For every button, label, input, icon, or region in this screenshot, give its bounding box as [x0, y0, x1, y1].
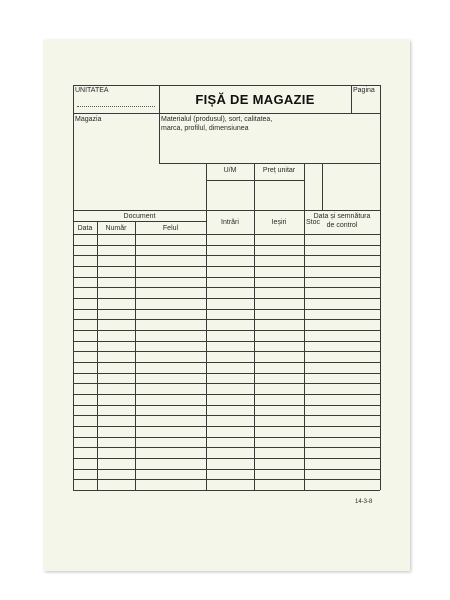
table-row-line: [73, 362, 380, 363]
table-row-line: [73, 245, 380, 246]
col-div-price: [254, 163, 255, 490]
header-bottom-line: [73, 113, 380, 114]
table-row-line: [73, 341, 380, 342]
table-row-line: [73, 351, 380, 352]
table-row-line: [73, 266, 380, 267]
table-row-line: [73, 287, 380, 288]
col-signature-label-line2: de control: [326, 222, 358, 229]
col-exits-label: Ieșiri: [271, 219, 287, 226]
table-row-line: [73, 255, 380, 256]
table-row-line: [73, 479, 380, 480]
info-bottom-line: [73, 210, 380, 211]
header-divider-right: [351, 85, 352, 113]
table-row-line: [73, 426, 380, 427]
col-div-number: [97, 221, 98, 490]
um-price-underline: [206, 180, 304, 181]
col-entries-label: Intrări: [221, 219, 239, 226]
col-div-um: [206, 163, 207, 490]
table-row-line: [73, 437, 380, 438]
table-row-line: [73, 309, 380, 310]
frame-top: [73, 85, 380, 86]
form-sheet: [44, 40, 410, 571]
material-label-line2: marca, profilul, dimensiunea: [161, 125, 249, 132]
table-row-line: [73, 319, 380, 320]
col-number-label: Număr: [105, 225, 127, 232]
col-stock-label: Stoc: [305, 219, 320, 226]
col-type-label: Felul: [162, 225, 179, 232]
um-label: U/M: [223, 167, 237, 174]
table-row-line: [73, 415, 380, 416]
frame-right: [380, 85, 381, 490]
table-row-line: [73, 383, 380, 384]
unit-dotted-line: [77, 106, 155, 107]
material-label-line1: Materialul (produsul), sort, calitatea,: [161, 116, 273, 123]
table-header-bottom: [73, 234, 380, 235]
table-row-line: [73, 298, 380, 299]
form-code: 14-3-8: [355, 499, 373, 505]
unit-price-label: Preț unitar: [262, 167, 296, 174]
box-div-extra: [322, 163, 323, 210]
material-bottom-line: [159, 163, 380, 164]
col-div-type: [135, 221, 136, 490]
table-row-line: [73, 394, 380, 395]
col-date-label: Data: [77, 225, 93, 232]
col-signature-label-line1: Data și semnătura: [313, 213, 371, 220]
table-row-line: [73, 277, 380, 278]
warehouse-label: Magazia: [75, 116, 102, 123]
table-row-line: [73, 330, 380, 331]
table-row-line: [73, 405, 380, 406]
table-row-line: [73, 469, 380, 470]
document-underline: [73, 221, 206, 222]
page-label: Pagina: [353, 87, 375, 94]
frame-bottom: [73, 490, 380, 491]
form-title: FIȘĂ DE MAGAZIE: [195, 92, 315, 107]
document-label: Document: [123, 213, 156, 220]
table-row-line: [73, 458, 380, 459]
table-row-line: [73, 447, 380, 448]
table-row-line: [73, 373, 380, 374]
unit-label: UNITATEA: [75, 87, 109, 94]
